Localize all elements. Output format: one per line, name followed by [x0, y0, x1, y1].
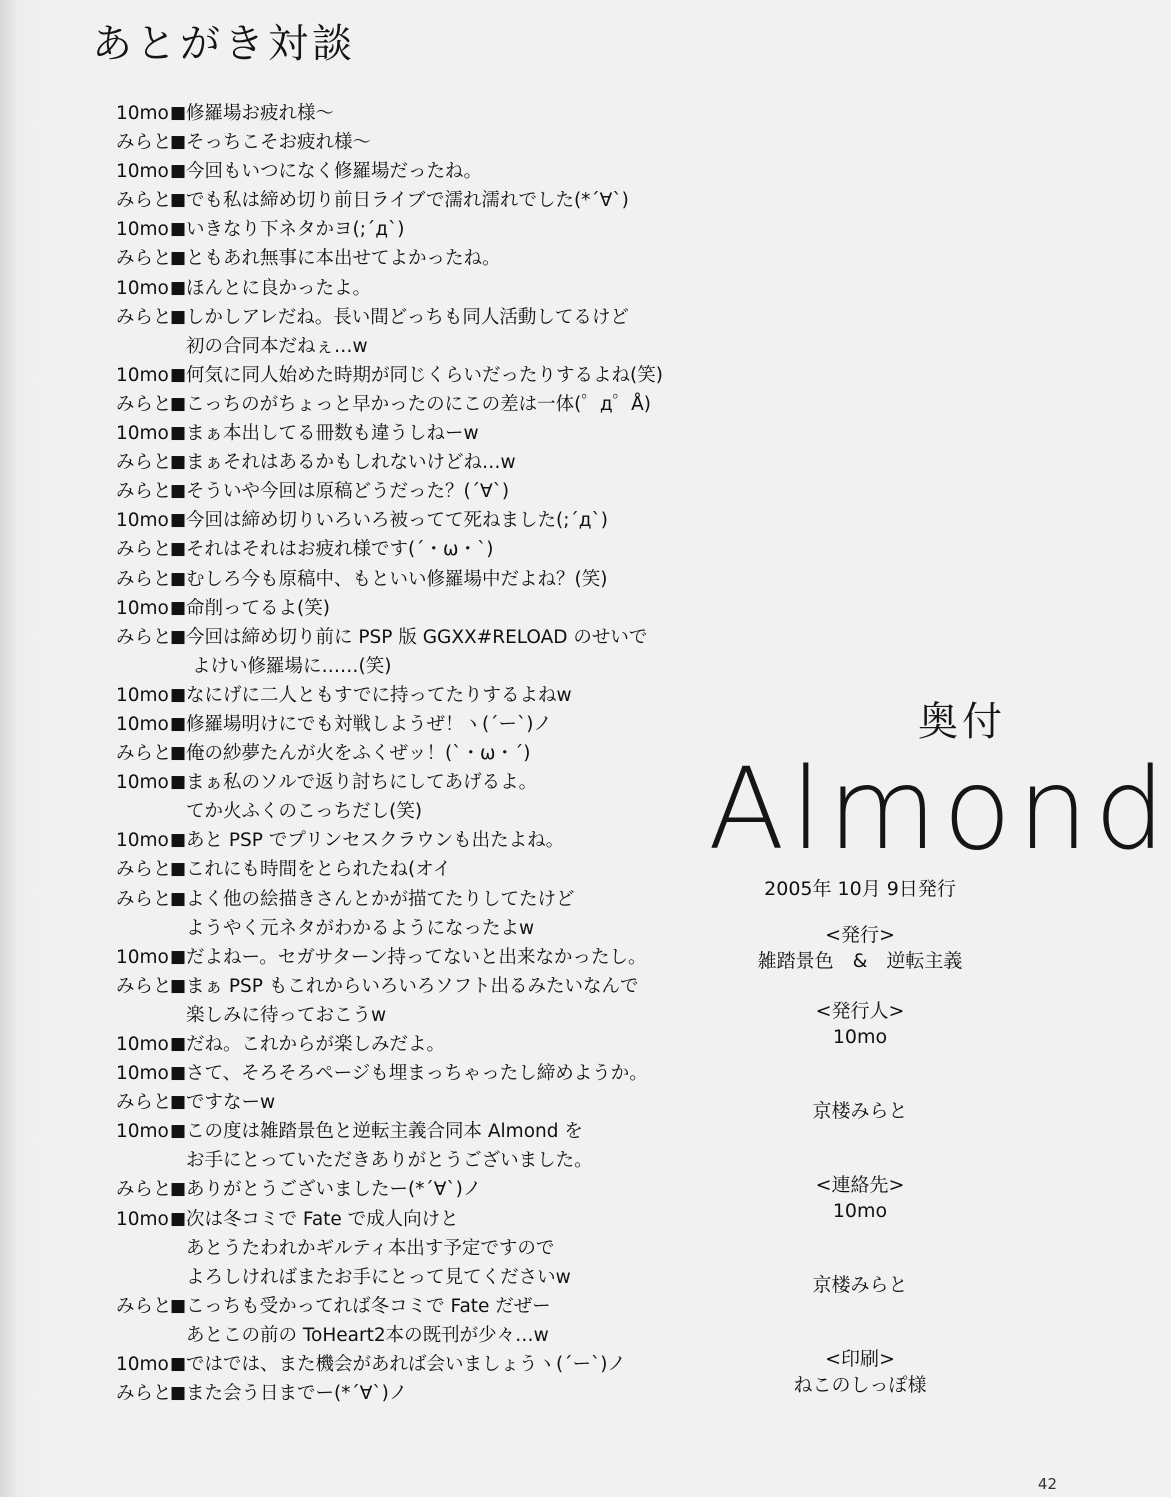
dialogue-line — [116, 1263, 706, 1292]
speaker-marker: ■ — [170, 597, 187, 618]
speech-text: よろしければまたお手にとって見てくださいw — [186, 1266, 571, 1288]
speech-text: ですなーw — [186, 1092, 276, 1114]
speech-text: 今回は締め切り前に PSP 版 GGXX#RELOAD のせいで — [186, 626, 648, 648]
dialogue-line — [116, 99, 706, 128]
speech-text: まぁ PSP もこれからいろいろソフト出るみたいなんで — [186, 975, 639, 997]
speech-text: 今回は締め切りいろいろ被ってて死ねました(;´д`) — [186, 510, 608, 532]
speaker-marker: ■ — [170, 1354, 187, 1375]
speaker-name: 10mo — [116, 1354, 169, 1376]
speaker-marker: ■ — [170, 975, 187, 996]
dialogue-line — [116, 506, 706, 535]
speaker-marker: ■ — [170, 132, 187, 153]
issuer-second-block — [700, 1098, 1020, 1124]
speech-text: 何気に同人始めた時期が同じくらいだったりするよね(笑) — [186, 364, 663, 386]
dialogue-line — [116, 623, 706, 652]
dialogue-line — [116, 332, 706, 361]
speaker-marker: ■ — [170, 888, 187, 909]
speaker-marker: ■ — [170, 1383, 187, 1404]
speech-text: むしろ今も原稿中、もといい修羅場中だよね？(笑) — [186, 568, 608, 590]
dialogue-line — [116, 1292, 706, 1321]
speaker-marker: ■ — [170, 568, 187, 589]
dialogue-line — [116, 797, 706, 826]
dialogue-line — [116, 244, 706, 273]
speech-text: よけい修羅場に……(笑) — [192, 655, 392, 677]
speech-text: また会う日までー(*´∀`)ノ — [186, 1383, 408, 1405]
speech-text: まぁ本出してる冊数も違うしねーw — [186, 423, 479, 445]
dialogue-line — [116, 1321, 706, 1350]
speaker-name: みらと — [116, 1092, 172, 1114]
speech-text: だよねー。セガサターン持ってないと出来なかったし。 — [186, 946, 647, 968]
speaker-name: 10mo — [116, 219, 169, 241]
page-title: あとがき対談 — [92, 21, 356, 67]
speech-text: こっちのがちょっと早かったのにこの差は一体(゜д゜Å) — [186, 393, 652, 415]
speaker-name: みらと — [116, 306, 172, 328]
speaker-marker: ■ — [170, 946, 187, 967]
dialogue-line — [116, 855, 706, 884]
speaker-name: みらと — [116, 190, 172, 212]
publisher-value: 雑踏景色 & 逆転主義 — [757, 950, 963, 972]
speech-text: まぁ私のソルで返り討ちにしてあげるよ。 — [186, 772, 538, 794]
speech-text: こっちも受かってれば冬コミで Fate だぜー — [186, 1295, 551, 1317]
speech-text: ともあれ無事に本出せてよかったね。 — [186, 248, 501, 270]
dialogue-line — [116, 215, 706, 244]
publication-date: 2005年 10月 9日発行 — [764, 878, 956, 900]
issuer-label: <発行人> — [815, 1000, 905, 1022]
dialogue-line — [116, 535, 706, 564]
dialogue-line — [116, 1175, 706, 1204]
speech-text: ようやく元ネタがわかるようになったよw — [186, 917, 535, 939]
speaker-name: みらと — [116, 539, 172, 561]
speech-text: それはそれはお疲れ様です(´・ω・`) — [186, 539, 494, 561]
speaker-marker: ■ — [170, 219, 187, 240]
speaker-marker: ■ — [170, 1121, 187, 1142]
speech-text: あとこの前の ToHeart2本の既刊が少々…w — [186, 1324, 549, 1346]
dialogue-line — [116, 826, 706, 855]
speaker-marker: ■ — [170, 1295, 187, 1316]
speaker-marker: ■ — [170, 1208, 187, 1229]
colophon-heading: 奥付 — [918, 699, 1006, 745]
issuer-block — [700, 998, 1020, 1050]
speaker-name: 10mo — [116, 713, 169, 735]
speaker-name: みらと — [116, 859, 172, 881]
dialogue-line — [116, 361, 706, 390]
speaker-name: みらと — [116, 743, 172, 765]
dialogue-line — [116, 1059, 706, 1088]
dialogue-line — [116, 768, 706, 797]
speaker-name: みらと — [116, 1179, 172, 1201]
speaker-marker: ■ — [170, 103, 187, 123]
speaker-marker: ■ — [170, 713, 187, 734]
contact-block — [700, 1172, 1020, 1224]
speaker-marker: ■ — [170, 364, 187, 385]
speaker-name: 10mo — [116, 1034, 169, 1055]
speaker-name: 10mo — [116, 510, 169, 532]
contact-value-2: 京楼みらと — [812, 1274, 908, 1296]
speech-text: ではでは、また機会があれば会いましょうヽ(´ー`)ノ — [186, 1354, 626, 1376]
speech-text: ありがとうございましたー(*´∀`)ノ — [186, 1179, 482, 1201]
dialogue-line — [116, 1117, 706, 1146]
contact-value-1: 10mo — [832, 1200, 888, 1222]
printer-label: <印刷> — [825, 1348, 895, 1370]
speech-text: さて、そろそろページも埋まっちゃったし締めようか。 — [186, 1063, 648, 1085]
speaker-name: みらと — [116, 248, 172, 270]
speaker-name: 10mo — [116, 161, 169, 183]
speaker-name: 10mo — [116, 1063, 169, 1085]
speaker-marker: ■ — [170, 510, 187, 531]
page-number: 42 — [1037, 1475, 1057, 1493]
speaker-marker: ■ — [170, 1034, 187, 1054]
dialogue-line — [116, 303, 706, 332]
speech-text: 次は冬コミで Fate で成人向けと — [186, 1208, 459, 1230]
speech-text: 修羅場明けにでも対戦しようぜ！ヽ(´ー`)ノ — [186, 713, 552, 735]
speaker-marker: ■ — [170, 393, 187, 414]
speaker-name: みらと — [116, 132, 172, 154]
speech-text: これにも時間をとられたね(オイ — [186, 859, 452, 881]
speaker-name: 10mo — [116, 1208, 169, 1230]
speaker-name: 10mo — [116, 1121, 169, 1143]
dialogue-line — [116, 390, 706, 419]
speaker-marker: ■ — [170, 277, 187, 298]
speaker-marker: ■ — [170, 481, 187, 502]
speaker-marker: ■ — [170, 161, 187, 182]
speech-text: しかしアレだね。長い間どっちも同人活動してるけど — [186, 306, 629, 328]
speaker-name: 10mo — [116, 830, 169, 852]
speaker-marker: ■ — [170, 1092, 187, 1113]
dialogue-line — [116, 1088, 706, 1117]
speaker-name: 10mo — [116, 772, 169, 794]
speech-text: よく他の絵描きさんとかが描てたりしてたけど — [186, 888, 575, 910]
dialogue-line — [116, 1205, 706, 1234]
dialogue-line — [116, 128, 706, 157]
dialogue-transcript — [116, 99, 706, 1408]
speech-text: そっちこそお疲れ様～ — [186, 132, 372, 154]
speaker-name: みらと — [116, 393, 172, 415]
dialogue-line — [116, 739, 706, 768]
speech-text: 俺の紗夢たんが火をふくぜッ！(`・ω・´) — [186, 743, 531, 765]
speech-text: 命削ってるよ(笑) — [186, 597, 330, 619]
speaker-marker: ■ — [170, 190, 187, 211]
speaker-marker: ■ — [170, 684, 187, 705]
speaker-name: 10mo — [116, 277, 169, 299]
speaker-marker: ■ — [170, 1179, 187, 1200]
speaker-name: みらと — [116, 1383, 172, 1405]
speaker-marker: ■ — [170, 626, 187, 647]
speech-text: お手にとっていただきありがとうございました。 — [186, 1150, 593, 1172]
speaker-name: みらと — [116, 888, 172, 910]
dialogue-line — [116, 448, 706, 477]
speech-text: まぁそれはあるかもしれないけどね…w — [186, 452, 516, 474]
dialogue-line — [116, 1234, 706, 1263]
speaker-marker: ■ — [170, 248, 187, 269]
speaker-name: 10mo — [116, 946, 169, 968]
speaker-name: みらと — [116, 452, 172, 474]
speech-text: そういや今回は原稿どうだった？(´∀`) — [186, 481, 510, 503]
speaker-marker: ■ — [170, 859, 187, 880]
speaker-marker: ■ — [170, 830, 187, 851]
publisher-label: <発行> — [825, 924, 895, 946]
speech-text: だね。これからが楽しみだよ。 — [186, 1034, 446, 1055]
dialogue-line — [116, 710, 706, 739]
speaker-marker: ■ — [170, 539, 187, 560]
speech-text: あと PSP でプリンセスクラウンも出たよね。 — [186, 830, 565, 852]
issuer-value-2: 京楼みらと — [812, 1100, 908, 1122]
speaker-marker: ■ — [170, 1063, 187, 1084]
printer-block — [700, 1346, 1020, 1398]
dialogue-line — [116, 972, 706, 1001]
contact-second-block — [700, 1272, 1020, 1298]
speech-text: この度は雑踏景色と逆転主義合同本 Almond を — [186, 1121, 583, 1143]
dialogue-line — [116, 1146, 706, 1175]
speaker-name: みらと — [116, 481, 172, 503]
issuer-value-1: 10mo — [832, 1026, 888, 1048]
page-binding-shadow — [0, 0, 44, 1497]
dialogue-line — [116, 1001, 706, 1030]
speaker-name: みらと — [116, 975, 172, 997]
speech-text: あとうたわれかギルティ本出す予定ですので — [186, 1237, 555, 1259]
contact-label: <連絡先> — [815, 1174, 905, 1196]
dialogue-line — [116, 477, 706, 506]
dialogue-line — [116, 943, 706, 972]
speaker-name: みらと — [116, 568, 172, 590]
book-title: Almond — [708, 745, 1171, 875]
speaker-name: 10mo — [116, 423, 169, 445]
speaker-marker: ■ — [170, 772, 187, 793]
speaker-name: みらと — [116, 626, 172, 648]
speech-text: 修羅場お疲れ様～ — [186, 103, 335, 124]
printer-value: ねこのしっぽ様 — [793, 1374, 927, 1396]
speaker-marker: ■ — [170, 452, 187, 473]
dialogue-line — [116, 1379, 706, 1408]
dialogue-line — [116, 914, 706, 943]
speaker-marker: ■ — [170, 306, 187, 327]
dialogue-line — [116, 1030, 706, 1059]
speech-text: てか火ふくのこっちだし(笑) — [186, 801, 423, 823]
dialogue-line — [116, 681, 706, 710]
speech-text: でも私は締め切り前日ライブで濡れ濡れでした(*´∀`) — [186, 190, 629, 212]
speech-text: いきなり下ネタかヨ(;´д`) — [186, 219, 405, 241]
publisher-block — [700, 922, 1020, 974]
dialogue-line — [116, 157, 706, 186]
speaker-marker: ■ — [170, 743, 187, 764]
dialogue-line — [116, 565, 706, 594]
speaker-name: みらと — [116, 1295, 172, 1317]
speech-text: ほんとに良かったよ。 — [186, 277, 372, 299]
speaker-name: 10mo — [116, 103, 169, 124]
speaker-marker: ■ — [170, 423, 187, 444]
dialogue-line — [116, 419, 706, 448]
dialogue-line — [116, 652, 706, 681]
speaker-name: 10mo — [116, 364, 169, 386]
dialogue-line — [116, 594, 706, 623]
dialogue-line — [116, 186, 706, 215]
speaker-name: 10mo — [116, 597, 169, 619]
speech-text: 初の合同本だねぇ…w — [186, 335, 368, 357]
dialogue-line — [116, 885, 706, 914]
speech-text: 楽しみに待っておこうw — [186, 1004, 387, 1026]
speech-text: 今回もいつになく修羅場だったね。 — [186, 161, 483, 183]
dialogue-line — [116, 274, 706, 303]
speech-text: なにげに二人ともすでに持ってたりするよねw — [186, 684, 572, 706]
dialogue-line — [116, 1350, 706, 1379]
speaker-name: 10mo — [116, 684, 169, 706]
